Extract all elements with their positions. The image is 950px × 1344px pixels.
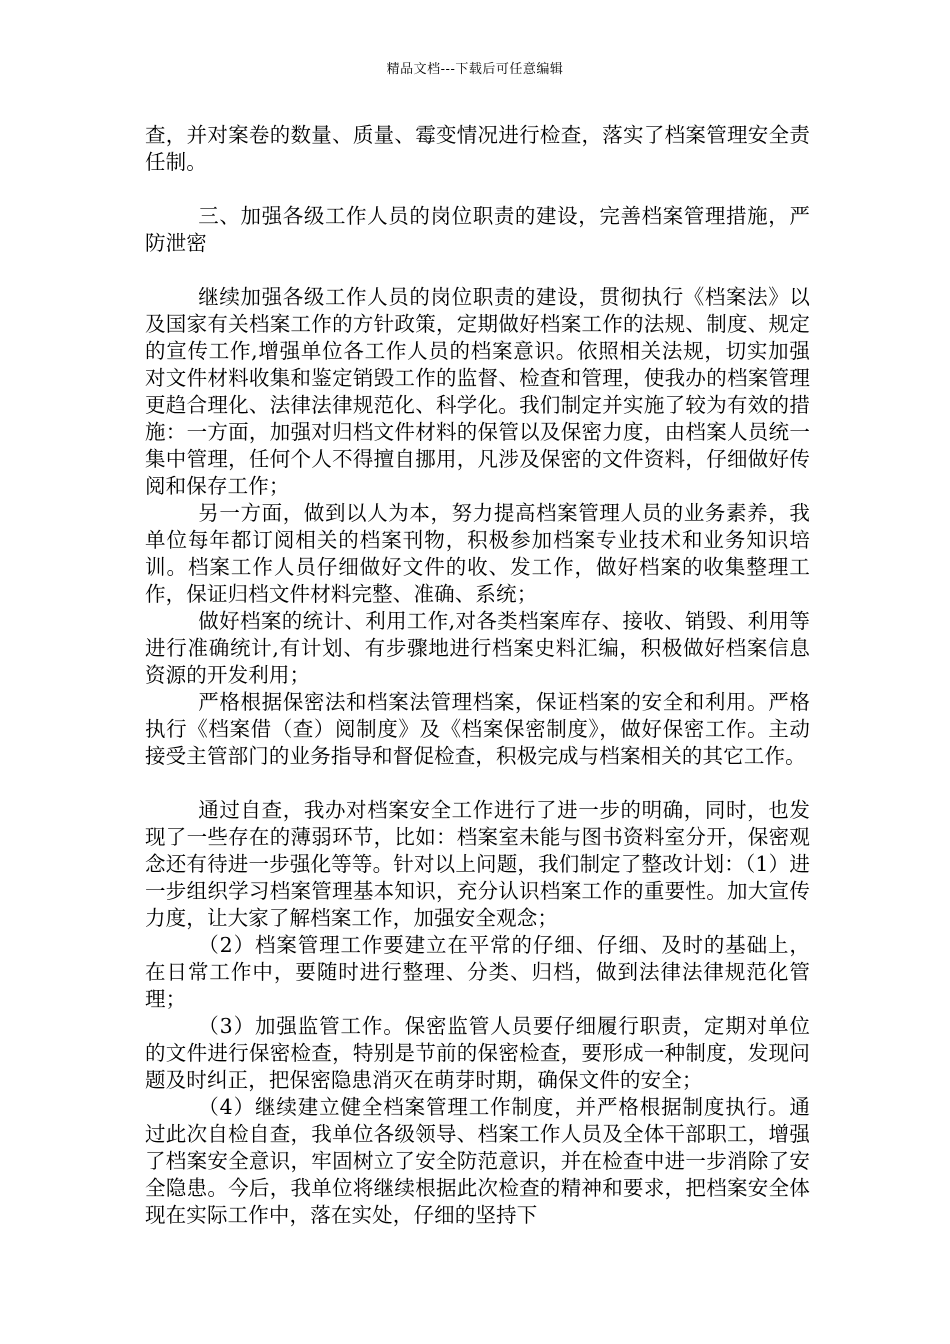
paragraph-gap — [145, 176, 810, 203]
paragraph: 做好档案的统计、利用工作,对各类档案库存、接收、销毁、利用等进行准确统计,有计划、有步骤地进行档案史料汇编，积极做好档案信息资源的开发利用； — [145, 609, 810, 687]
paragraph: 另一方面，做到以人为本，努力提高档案管理人员的业务素养，我单位每年都订阅相关的档案刊物，积极参加档案专业技术和业务知识培训。档案工作人员仔细做好文件的收、发工作，做好档案的收集整理工作，保证归档文件材料完整、准确、系统； — [145, 501, 810, 606]
paragraph: （2）档案管理工作要建立在平常的仔细、仔细、及时的基础上，在日常工作中，要随时进行整理、分类、归档，做到法律法律规范化管理； — [145, 933, 810, 1011]
paragraph-gap — [145, 257, 810, 284]
document-body — [145, 122, 810, 1229]
section-heading: 三、加强各级工作人员的岗位职责的建设，完善档案管理措施，严防泄密 — [145, 204, 810, 255]
paragraph-gap — [145, 770, 810, 797]
paragraph: （4）继续建立健全档案管理工作制度，并严格根据制度执行。通过此次自检自查，我单位各级领导、档案工作人员及全体干部职工，增强了档案安全意识，牢固树立了安全防范意识，并在检查中进一步消除了安全隐患。今后，我单位将继续根据此次检查的精神和要求，把档案安全体现在实际工作中，落在实处，仔细的坚持下 — [145, 1095, 810, 1227]
paragraph: 继续加强各级工作人员的岗位职责的建设，贯彻执行《档案法》以及国家有关档案工作的方针政策，定期做好档案工作的法规、制度、规定的宣传工作,增强单位各工作人员的档案意识。依照相关法规，切实加强对文件材料收集和鉴定销毁工作的监督、检查和管理，使我办的档案管理更趋合理化、法律法律规范化、科学化。我们制定并实施了较为有效的措施：一方面，加强对归档文件材料的保管以及保密力度，由档案人员统一集中管理，任何个人不得擅自挪用，凡涉及保密的文件资料，仔细做好传阅和保存工作； — [145, 285, 810, 498]
paragraph: 通过自查，我办对档案安全工作进行了进一步的明确，同时，也发现了一些存在的薄弱环节，比如：档案室未能与图书资料室分开，保密观念还有待进一步强化等等。针对以上问题，我们制定了整改计划：（1）进一步组织学习档案管理基本知识，充分认识档案工作的重要性。加大宣传力度，让大家了解档案工作，加强安全观念； — [145, 798, 810, 930]
page-header: 精品文档---下载后可任意编辑 — [386, 62, 564, 77]
paragraph: （3）加强监管工作。保密监管人员要仔细履行职责，定期对单位的文件进行保密检查，特别是节前的保密检查，要形成一种制度，发现问题及时纠正，把保密隐患消灭在萌芽时期，确保文件的安全； — [145, 1014, 810, 1092]
paragraph: 严格根据保密法和档案法管理档案，保证档案的安全和利用。严格执行《档案借（查）阅制度》及《档案保密制度》，做好保密工作。主动接受主管部门的业务指导和督促检查，积极完成与档案相关的其它工作。 — [145, 690, 810, 768]
paragraph-continuation: 查，并对案卷的数量、质量、霉变情况进行检查，落实了档案管理安全责任制。 — [145, 123, 810, 174]
